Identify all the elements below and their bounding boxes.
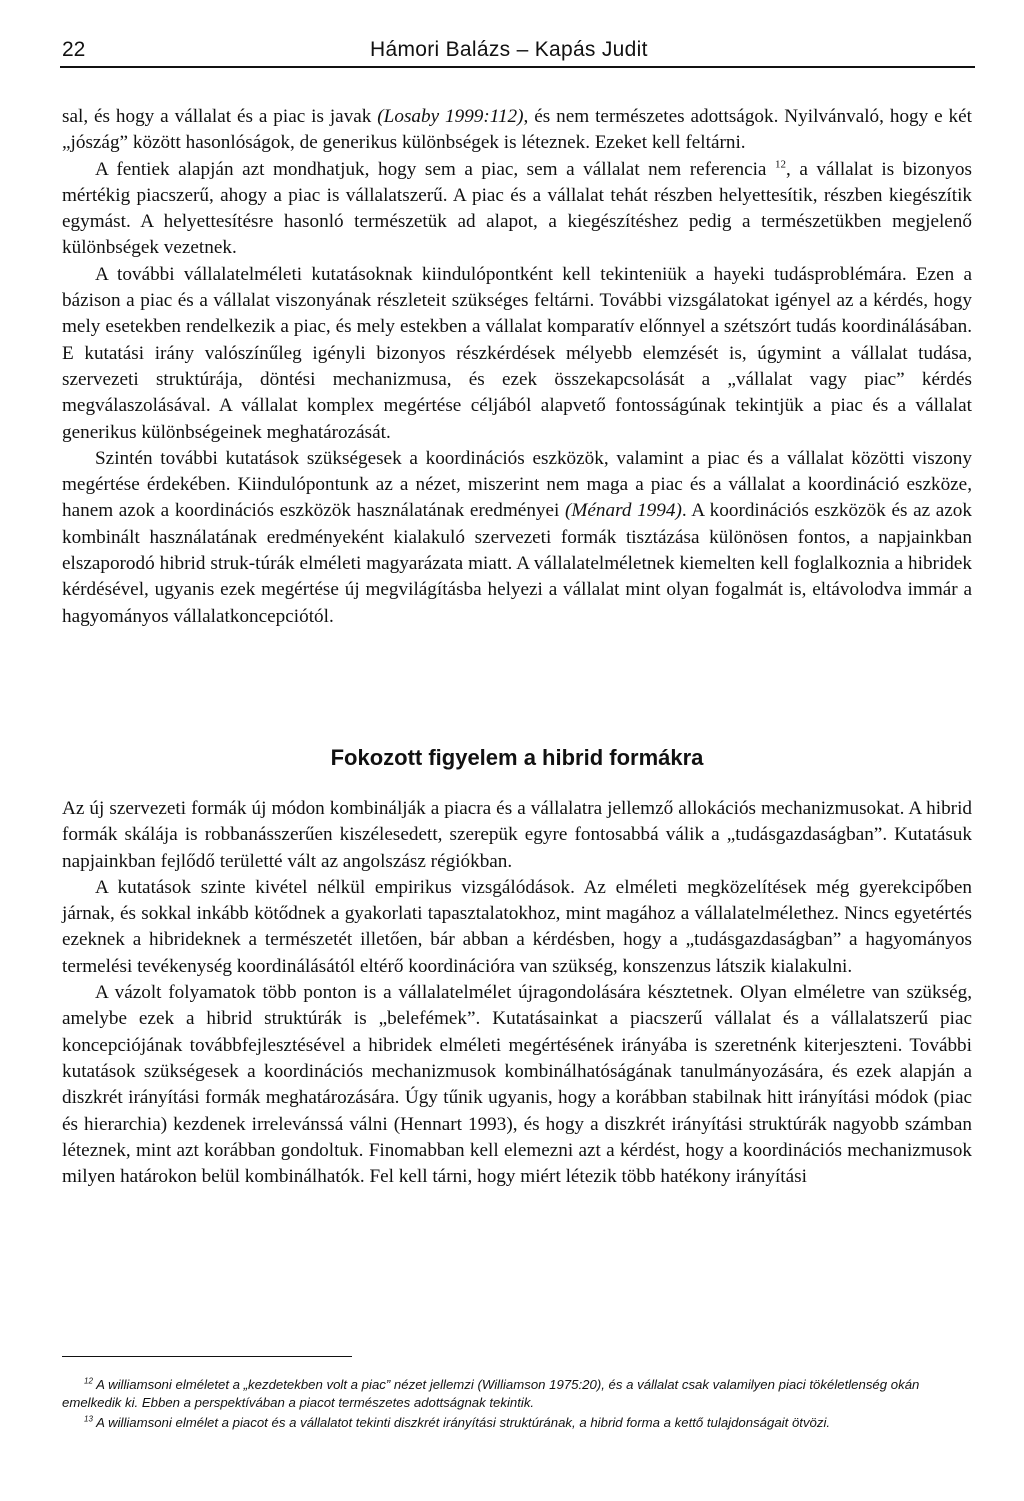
footnote-mark: 12 — [84, 1376, 93, 1386]
paragraph: A kutatások szinte kivétel nélkül empirikus vizsgálódások. Az elméleti megközelítések még gyerekcipőben járnak, és sokkal inkább kötődnek a gyakorlati tapasztalatokhoz, mint magához a vállalatelmélethez. Nincs egyetértés ezeknek a hibrideknek a természetét illetően, bár abban a kérdésben, hogy a „tudásgazdaságban” a hagyományos termelési tevékenység koordinálásától eltérő koordinációra van szükség, konszenzus látszik kialakulni. — [62, 876, 972, 977]
footnotes — [62, 1376, 972, 1434]
footnote — [62, 1376, 972, 1412]
paragraph — [62, 104, 972, 157]
paragraph: A vázolt folyamatok több ponton is a vállalatelmélet újragondolására késztetnek. Olyan elméletre van szükség, amelybe ezek a hibrid struktúrák is „belefémek”. Kutatásainkat a piacszerű vállalat és a vállalatszerű piac koncepciójának továbbfejlesztésével a hibridek elméleti megértésének irányába is szeretnénk kiterjeszteni. További kutatások szükségesek a koordinációs mechanizmusok kombinálhatóságának tanulmányozására, és ezek alapján a diszkrét irányítási formák meghatározására. Úgy tűnik ugyanis, hogy a korábban stabilnak hitt irányítási módok (piac és hierarchia) kezdenek irrelevánssá válni (Hennart 1993), és hogy a diszkrét irányítási struktúrák nagyobb számban léteznek, mint azt korábban gondoltuk. Finomabban kell elemezni azt a kérdést, hogy a koordinációs mechanizmusok milyen határokon belül kombinálhatók. Fel kell tárni, hogy miért létezik több hatékony irányítási — [62, 982, 972, 1188]
text-run: . A koordinációs eszközök és az azok kombinált használatának eredményeként kialakuló szervezeti formák tisztázása különösen fontos, a napjainkban elszaporodó hibrid struk-túrák elméleti magyarázata miatt. A vállalatelméletnek kiemelten kell foglalkoznia a hibridek kérdésével, ugyanis ezek megértése új megvilágításba helyezi a vállalat mint olyan fogalmát is, eltávolodva immár a hagyományos vállalatkoncepciótól. — [62, 500, 972, 627]
footnote-text: A williamsoni elmélet a piacot és a vállalatot tekinti diszkrét irányítási struktúrának, a hibrid forma a kettő tulajdonságait ötvözi. — [96, 1415, 831, 1430]
footnote-ref[interactable]: 12 — [774, 158, 786, 171]
running-title: Hámori Balázs – Kapás Judit — [370, 38, 648, 61]
footnote-text: A williamsoni elméletet a „kezdetekben volt a piac” nézet jellemzi (Williamson 1975:20), és a vállalat csak valamilyen piaci tökéletlenség okán emelkedik ki. Ebben a perspektívában a piacot természetes adottságnak tekintik. — [62, 1377, 920, 1410]
header-divider — [60, 66, 975, 68]
text-run: , és nem természetes adottságok. Nyilvánvaló, hogy e két „jószág” között hasonlóságok, de generikus különbségek is léteznek. Ezeket kell feltárni. — [62, 106, 972, 154]
page-header — [62, 38, 972, 68]
paragraph — [62, 446, 972, 630]
paragraph: Az új szervezeti formák új módon kombinálják a piacra és a vállalatra jellemző allokációs mechanizmusokat. A hibrid formák skálája is robbanásszerűen kiszélesedett, szerepük egyre fontosabbá válik a „tudásgazdaságban”. Kutatásuk napjainkban fejlődő területté vált az angolszász régiókban. — [62, 798, 972, 872]
citation: (Ménard 1994) — [565, 500, 682, 522]
text-run: , a vállalat is bizonyos mértékig piacszerű, ahogy a piac is vállalatszerű. A piac és a vállalat tehát részben helyettesítik, részben kiegészítik egymást. A helyettesítésre hasonló természetük ad alapot, a kiegészítéshez pedig a természetükben megjelenő különbségek vezetnek. — [62, 158, 972, 259]
body-section-1 — [62, 104, 972, 630]
footnote-mark: 13 — [84, 1414, 93, 1424]
footnote — [62, 1414, 972, 1432]
body-section-2 — [62, 796, 972, 1190]
paragraph — [62, 157, 972, 262]
text-run: sal, és hogy a vállalat és a piac is javak — [62, 106, 378, 127]
footnote-divider — [62, 1356, 352, 1357]
section-heading: Fokozott figyelem a hibrid formákra — [330, 745, 704, 770]
citation: (Losaby 1999:112) — [377, 106, 524, 127]
text-run: Szintén további kutatások szükségesek a koordinációs eszközök, valamint a piac és a vállalat közötti viszony megértése érdekében. Kiindulópontunk az a nézet, miszerint nem maga a piac és a vállalat a koordináció eszköze, hanem azok a koordinációs eszközök használatának eredményei — [62, 447, 972, 522]
text-run: A fentiek alapján azt mondhatjuk, hogy sem a piac, sem a vállalat nem referencia — [95, 158, 775, 180]
page-number: 22 — [62, 38, 86, 61]
paragraph: A további vállalatelméleti kutatásoknak kiindulópontként kell tekinteniük a hayeki tudásproblémára. Ezen a bázison a piac és a vállalat viszonyának részleteit szükséges feltárni. További vizsgálatokat igényel az a kérdés, hogy mely esetekben rendelkezik a piac, és mely estekben a vállalat komparatív előnnyel a szétszórt tudás koordinálásában. E kutatási irány valószínűleg igényli bizonyos részkérdések mélyebb elemzését is, úgymint a vállalat tudása, szervezeti struktúrája, döntési mechanizmusa, és ezek összekapcsolását a „vállalat vagy piac” kérdés megválaszolásával. A vállalat komplex megértése céljából alapvető fontosságúnak tekintjük a piac és a vállalat generikus különbségeinek meghatározását. — [62, 263, 972, 443]
